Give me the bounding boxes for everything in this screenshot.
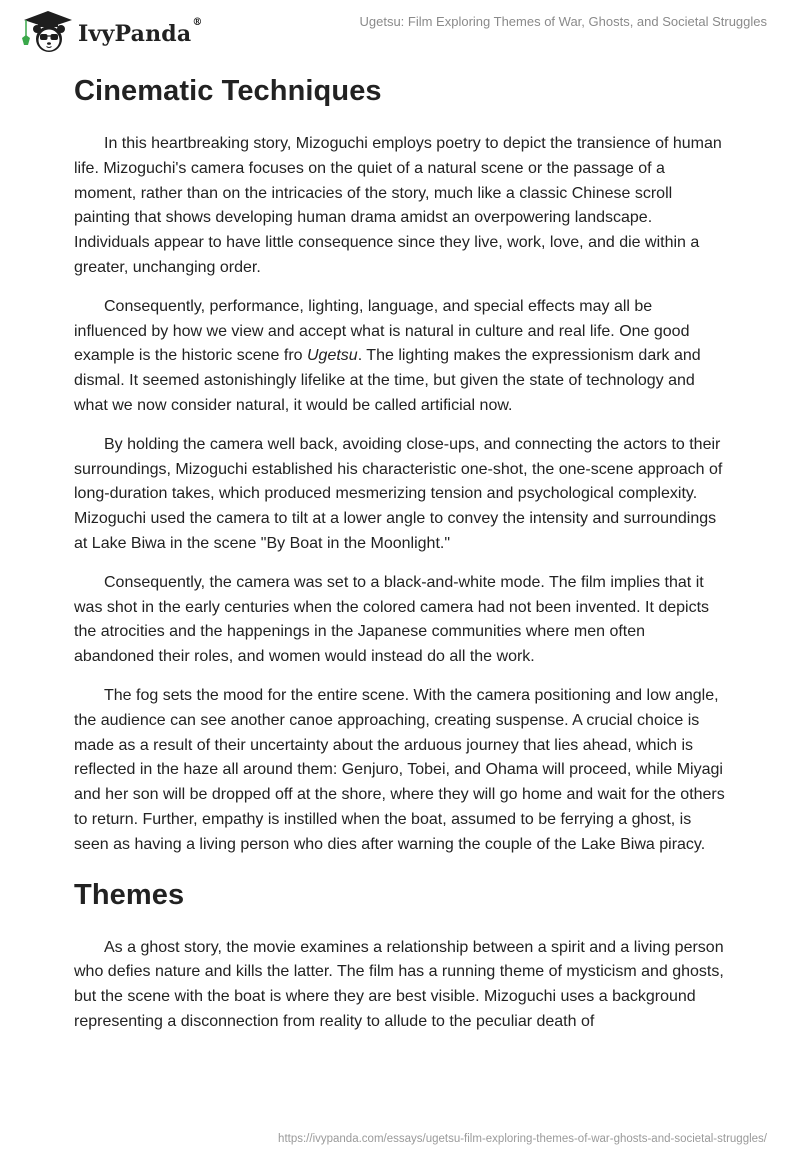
panda-graduation-cap-icon <box>18 8 74 54</box>
paragraph: In this heartbreaking story, Mizoguchi employs poetry to depict the transience of human life. Mizoguchi's camera focuses on the quiet of a natural scene or the passage of a moment, rather than on the intricacies of the story, much like a classic Chinese scroll painting that shows developing human drama amidst an overpowering landscape. Individuals appear to have little consequence since they live, work, love, and die within a greater, unchanging order. <box>74 135 722 276</box>
ivypanda-logo[interactable] <box>18 8 203 54</box>
paragraph: By holding the camera well back, avoiding close-ups, and connecting the actors to their surroundings, Mizoguchi established his characteristic one-shot, the one-scene approach of long-duration takes, which produced mesmerizing tension and psychological complexity. Mizoguchi used the camera to tilt at a lower angle to convey the intensity and surroundings at Lake Biwa in the scene "By Boat in the Moonlight." <box>74 435 723 552</box>
document-title: Ugetsu: Film Exploring Themes of War, Ghosts, and Societal Struggles <box>359 14 767 29</box>
section-heading-cinematic-techniques: Cinematic Techniques <box>74 75 382 107</box>
paragraph: Consequently, the camera was set to a black-and-white mode. The film implies that it was shot in the early centuries when the colored camera had not been invented. It depicts the atrocities and the happenings in the Japanese communities where men often abandoned their roles, and women would instead do all the work. <box>74 573 710 666</box>
film-title-italic: Ugetsu <box>307 347 358 365</box>
logo-wordmark: IvyPanda® <box>78 17 203 47</box>
paragraph: As a ghost story, the movie examines a relationship between a spirit and a living person who defies nature and kills the latter. The film has a running theme of mysticism and ghosts, but the scene with the boat is where they are best visible. Mizoguchi uses a background representing a disconnection from reality to allude to the peculiar death of <box>74 938 724 1030</box>
section-heading-themes: Themes <box>74 878 185 911</box>
paragraph: The fog sets the mood for the entire scene. With the camera positioning and low angle, the audience can see another canoe approaching, creating suspense. A crucial choice is made as a result of their uncertainty about the arduous journey that lies ahead, which is reflected in the haze all around them: Genjuro, Tobei, and Ohama will proceed, while Miyagi and her son will be dropped off at the shore, where they will go home and wait for the others to return. Further, empathy is instilled when the boat, assumed to be ferrying a ghost, is seen as having a living person who dies after warning the couple of the Lake Biwa piracy. <box>74 686 725 853</box>
source-url[interactable]: https://ivypanda.com/essays/ugetsu-film-exploring-themes-of-war-ghosts-and-societal-struggles/ <box>278 1133 767 1145</box>
paragraph: Consequently, performance, lighting, language, and special effects may all be influenced by how we view and accept what is natural in culture and real life. One good example is the historic scene fro Ugetsu. The lighting makes the expressionism dark and dismal. It seemed astonishingly lifelike at the time, but given the state of technology and what we now consider natural, it would be called artificial now. <box>74 297 701 414</box>
page-header <box>0 0 800 60</box>
essay-content <box>74 72 726 1049</box>
